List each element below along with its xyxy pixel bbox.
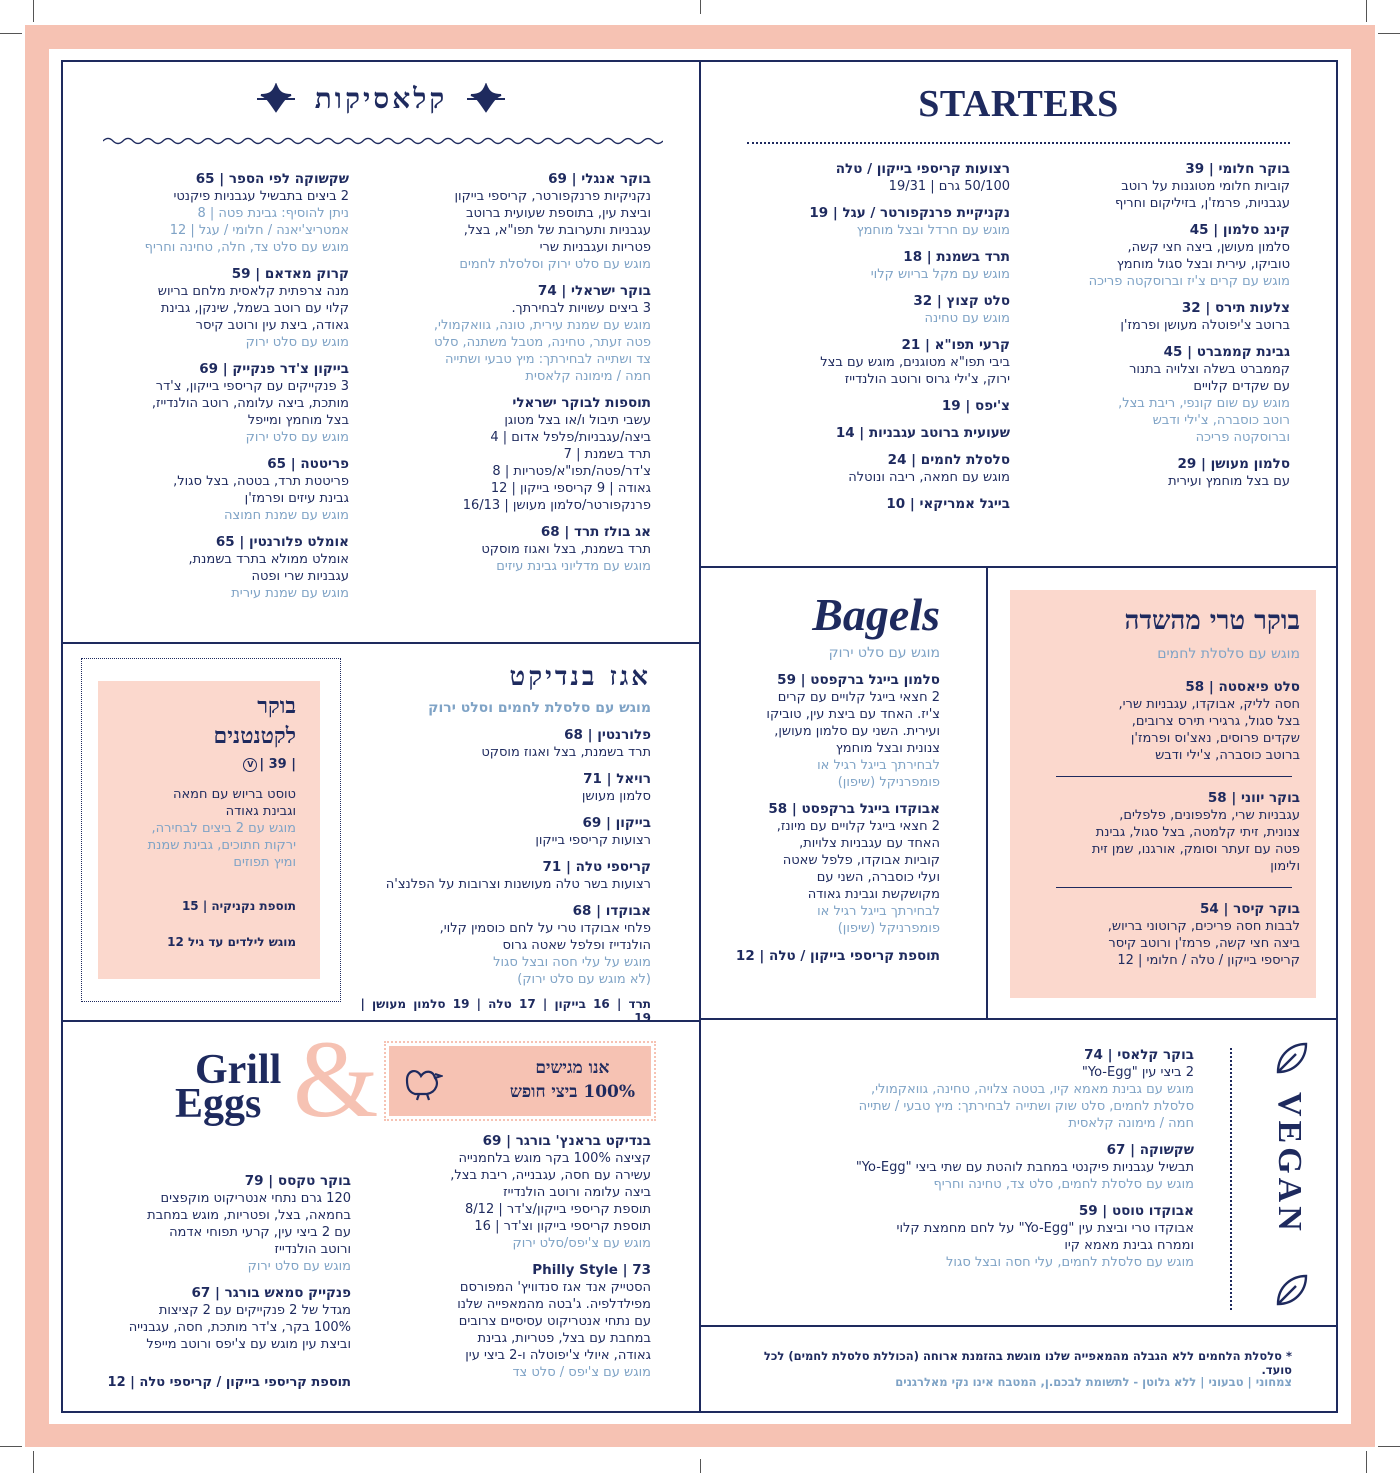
menu-item-served: מוגש עם צ'יפס/סלט ירוק	[512, 1236, 651, 1251]
menu-item-served: סלסלת לחמים, סלט שוק ושתייה לבחירתך: מיץ טבעי / שתייה	[858, 1099, 1194, 1114]
menu-item	[101, 1172, 351, 1275]
menu-item-title: בוקר קלאסי | 74	[1084, 1047, 1194, 1063]
classics-left-column	[109, 170, 349, 611]
menu-item-title: בוקר ישראלי | 74	[537, 283, 651, 299]
menu-item-desc: ולימון	[1270, 859, 1300, 874]
menu-item-served: מוגש עם שמנת חמוצה	[224, 508, 349, 523]
crop-mark	[1366, 1451, 1367, 1473]
menu-item-title: רויאל | 71	[583, 771, 651, 787]
menu-item-desc: תבשיל עגבניות פיקנטי במחבת לוהטת עם שתי ביצי "Yo-Egg"	[855, 1160, 1194, 1175]
menu-item-desc: קלוי עם רוטב בשמל, שינקן, גבינת	[160, 301, 349, 316]
starters-left-column	[770, 160, 1010, 522]
menu-item-served: רוטב כוסברה, צ'ילי ודבש	[1152, 413, 1290, 428]
menu-item-desc: עשבי תיבול ו/או בצל מטוגן	[504, 413, 651, 428]
menu-item-served: מוגש עם טחינה	[924, 311, 1010, 326]
menu-item-title: תוספות לבוקר ישראלי	[512, 395, 651, 411]
menu-item-desc: ברוטב כוסברה, צ'ילי ודבש	[1155, 748, 1300, 763]
menu-item-desc: פטה עם זעתר וסומק, אורגנו, שמן זית	[1091, 842, 1300, 857]
bagels-title: Bagels	[812, 589, 940, 640]
menu-item-title: פנקייק סמאש בורגר | 67	[191, 1285, 351, 1301]
menu-item-served: מוגש עם סלט צד, חלה, טחינה וחריף	[144, 240, 349, 255]
menu-item-served: מוגש עם סלט ירוק	[245, 430, 349, 445]
menu-item	[1040, 343, 1290, 446]
fresh-title: בוקר טרי מהשדה	[1124, 606, 1300, 636]
menu-item	[720, 671, 940, 791]
menu-item-desc: בצל מוחמץ ומייפל	[247, 413, 349, 428]
classics-title: קלאסיקות	[314, 82, 448, 115]
menu-item-desc: האחד עם עגבניות צלויות,	[799, 836, 940, 851]
menu-item-desc: במחבת עם בצל, פטריות, גבינת	[477, 1331, 651, 1346]
menu-item	[109, 265, 349, 351]
menu-item	[770, 160, 1010, 195]
menu-item-desc: קממברט בשלה וצלויה בתנור	[1129, 362, 1290, 377]
menu-item	[109, 170, 349, 256]
menu-item-served: מוגש עם קרים צ'יז וברוסקטה פריכה	[1088, 274, 1290, 289]
menu-item	[1040, 299, 1290, 334]
grill-section	[61, 1020, 701, 1413]
crop-mark	[1378, 33, 1400, 34]
dotted-divider	[747, 142, 1290, 144]
line: מוגש עם 2 ביצים לבחירה,	[151, 821, 296, 836]
menu-item-desc: הסטייק אנד אגז סנדוויץ' המפורסם	[459, 1280, 651, 1295]
menu-item-title: אבוקדו | 68	[572, 903, 651, 919]
menu-item-desc: מותכת, ביצה עלומה, רוטב הולנדייז,	[151, 396, 349, 411]
menu-item-served: מוגש עם סלט ירוק	[247, 1259, 351, 1274]
menu-item	[770, 204, 1010, 239]
menu-item-desc: פלחי אבוקדו טרי על לחם כוסמין קלוי,	[439, 921, 651, 936]
menu-item-desc: 3 ביצים עשויות לבחירתך.	[511, 301, 651, 316]
crop-mark	[700, 1459, 701, 1473]
benedict-subtitle: מוגש עם סלסלת לחמים וסלט ירוק	[428, 700, 651, 716]
menu-item-served: צד ושתייה לבחירתך: מיץ טבעי ושתייה	[445, 352, 651, 367]
menu-item-title: אג בולז תרד | 68	[540, 524, 651, 540]
menu-item-desc: וממרח גבינת מאמא קיו	[1064, 1238, 1194, 1253]
crop-mark	[1378, 1446, 1400, 1447]
menu-item-desc: אומלט ממולא בתרד בשמנת,	[188, 552, 349, 567]
crop-mark	[0, 33, 22, 34]
menu-item	[1020, 789, 1300, 875]
starters-right-column	[1040, 160, 1290, 499]
menu-item-desc: וביצת עין, בתוספת שעועית ברוטב	[466, 206, 651, 221]
kids-lines	[112, 786, 296, 820]
menu-item-desc: קריספי בייקון / טלה / חלומי | 12	[1117, 953, 1300, 968]
grill-title-2: Eggs	[175, 1081, 262, 1127]
menu-item-title: קרעי תפו"א | 21	[901, 337, 1010, 353]
kids-pink-panel	[98, 681, 320, 979]
free-range-badge	[389, 1046, 651, 1116]
menu-item	[401, 1261, 651, 1381]
menu-item-title: בייקון צ'דר פנקייק | 69	[199, 361, 349, 377]
menu-item-desc: ורוטב הולנדייז	[274, 1242, 351, 1257]
menu-item-title: בוקר יווני | 58	[1207, 790, 1300, 806]
menu-item	[109, 360, 349, 446]
menu-item-desc: שקדים פרוסים, נאצ'וס ופרמז'ן	[1130, 731, 1300, 746]
menu-item-desc: עגבניות שרי, מלפפונים, פלפלים,	[1119, 808, 1300, 823]
menu-item-title: בוקר חלומי | 39	[1185, 161, 1290, 177]
benedict-section	[61, 642, 701, 1025]
menu-item-served: חמה / מימונה קלאסית	[1068, 1116, 1194, 1131]
kids-served	[112, 820, 296, 871]
menu-item-desc: בחמאה, בצל, ופטריות, מוגש במחבת	[147, 1208, 351, 1223]
menu-item	[764, 1202, 1194, 1271]
menu-item-served: מוגש עם שום קונפי, ריבת בצל,	[1118, 396, 1290, 411]
menu-item-desc: ביצה חצי קשה, פרמז'ן ורוטב קיסר	[1108, 936, 1300, 951]
menu-item-served: לבחירתך בייגל רגיל או	[817, 904, 940, 919]
menu-item-title: אומלט פלורנטין | 65	[215, 534, 349, 550]
fresh-pink-panel	[1010, 590, 1316, 998]
menu-item-desc: ירוק, צ'ילי גרוס ורוטב הולנדייז	[844, 372, 1010, 387]
kids-age: מוגש לילדים עד גיל 12	[167, 935, 296, 949]
menu-item-title: בוקר קיסר | 54	[1200, 901, 1300, 917]
menu-item-desc: תרד בשמנת | 7	[563, 447, 651, 462]
menu-item	[109, 455, 349, 524]
menu-item-desc: רצועות בשר טלה מעושנות וצרובות על הפלנצ'ה	[385, 877, 651, 892]
menu-item-desc: 100% בקר, צ'דר מותכת, חסה, עגבנייה	[128, 1320, 351, 1335]
menu-item	[401, 523, 651, 575]
menu-item-desc: מוגש עם חמאה, ריבה ונוטלה	[848, 470, 1010, 485]
badge-line-1: אנו מגישים	[535, 1058, 610, 1078]
vegan-items	[764, 1046, 1194, 1280]
menu-item-desc: גאודה, ביצת עין ורוטב קיסר	[195, 318, 349, 333]
menu-item-title: תרד בשמנת | 18	[903, 249, 1010, 265]
menu-item-desc: מפילדלפיה. ג'בטה מהמאפייה שלנו	[457, 1297, 651, 1312]
menu-item	[770, 397, 1010, 415]
line: וגבינת גאודה	[225, 804, 296, 819]
menu-item-desc: עם 2 ביצי עין, קרעי תפוחי אדמה	[169, 1225, 351, 1240]
fleur-icon	[255, 83, 297, 115]
menu-item-desc: 50/100 גרם | 19/31	[888, 179, 1010, 194]
menu-item-desc: צנונית, זיתי קלמטה, בצל סגול, גבינת	[1095, 825, 1300, 840]
crop-mark	[0, 1446, 22, 1447]
menu-item-desc: אבוקדו טרי וביצת עין "Yo-Egg" על לחם מחמצת קלוי	[896, 1221, 1194, 1236]
menu-item-desc: 2 חצאי בייגל קלויים עם קרים	[777, 690, 940, 705]
item-divider	[1056, 887, 1292, 888]
menu-item-served: מוגש עם צ'יפס / סלט צד	[512, 1365, 651, 1380]
line: טוסט בריוש עם חמאה	[172, 787, 296, 802]
menu-item-desc: וביצת עין מוגש עם צ'יפס ורוטב מייפל	[146, 1337, 351, 1352]
menu-item-desc: עם בצל מוחמץ ועירית	[1168, 474, 1290, 489]
menu-item-title: קרוק מאדאם | 59	[231, 266, 349, 282]
menu-item-desc: מנה צרפתית קלאסית מלחם בריוש	[157, 284, 349, 299]
menu-item	[770, 292, 1010, 327]
menu-item	[351, 902, 651, 988]
menu-item-served: מוגש עם מקל בריוש קלוי	[870, 267, 1010, 282]
menu-item-desc: קציצה 100% בקר מוגש בלחמנייה	[458, 1151, 651, 1166]
starters-section	[699, 60, 1338, 568]
menu-item-title: אבוקדו בייגל ברקפסט | 58	[768, 801, 940, 817]
menu-item	[401, 394, 651, 514]
vegan-badge	[1268, 1040, 1318, 1310]
menu-item	[109, 533, 349, 602]
menu-item-desc: 2 ביצים בתבשיל עגבניות פיקנטי	[173, 189, 349, 204]
menu-item	[764, 1046, 1194, 1132]
menu-item-served: מוגש עם סלסלת לחמים, סלט צד, טחינה וחריף	[933, 1177, 1194, 1192]
menu-item	[401, 1132, 651, 1252]
menu-item-desc: עם נתחי אנטריקוט עסיסיים צרובים	[458, 1314, 651, 1329]
menu-item-title: שעועית ברוטב עגבניות | 14	[835, 425, 1010, 441]
kids-box	[81, 658, 341, 1002]
menu-item	[351, 770, 651, 805]
kids-extra: תוספת נקניקיה | 15	[181, 899, 296, 913]
menu-item-desc: חסה לליק, אבוקדו, עגבניות שרי,	[1118, 697, 1300, 712]
menu-item-title: בייגל אמריקאי | 10	[886, 496, 1010, 512]
menu-item-desc: עגבניות ותערובת של תפו"א, בצל,	[463, 223, 651, 238]
menu-item-title: סלט קצוץ | 32	[913, 293, 1010, 309]
menu-item-desc: עשירה עם חסה, עגבנייה, ריבת בצל,	[450, 1168, 651, 1183]
menu-item	[770, 495, 1010, 513]
benedict-items	[351, 726, 651, 988]
menu-item-title: סלמון בייגל ברקפסט | 59	[777, 672, 940, 688]
menu-item-desc: נקניקיות פרנקפורטר, קריספי בייקון	[454, 189, 651, 204]
menu-item-desc: סלמון מעושן	[581, 789, 651, 804]
menu-item-desc: פריטטת תרד, בטטה, בצל סגול,	[173, 474, 349, 489]
menu-item-served: מוגש על עלי חסה ובצל סגול	[493, 955, 651, 970]
menu-item-served: וברוסקטה פריכה	[1195, 430, 1290, 445]
menu-item	[1040, 221, 1290, 290]
leaf-icon	[1274, 1272, 1310, 1308]
menu-item-desc: ביבי תפו"א מטוגנים, מוגש עם בצל	[820, 355, 1010, 370]
kids-title-2: לקטנטנים	[213, 723, 296, 749]
menu-item-served: מוגש עם גבינת מאמא קיו, בטטה צלויה, טחינה, גוואקמולי,	[871, 1082, 1194, 1097]
menu-item-desc: תוספת קריספי בייקון וצ'דר | 16	[474, 1219, 651, 1234]
grill-extra: תוספת קריספי בייקון / קריספי טלה | 12	[107, 1375, 351, 1390]
menu-item-served: מוגש עם שמנת עירית, טונה, גוואקמולי,	[433, 318, 651, 333]
menu-item-served: מוגש עם שמנת עירית	[231, 586, 349, 601]
menu-item-title: פלורנטין | 68	[564, 727, 651, 743]
menu-item	[1040, 455, 1290, 490]
menu-item-served: מוגש עם סלסלת לחמים, עלי חסה ובצל סגול	[946, 1255, 1194, 1270]
menu-item	[401, 282, 651, 385]
benedict-title: אגז בנדיקט	[509, 662, 651, 692]
menu-item	[770, 451, 1010, 486]
menu-item-desc: לבבות חסה פריכים, קרוטוני בריוש,	[1107, 919, 1300, 934]
line: ומיץ תפוזים	[233, 855, 296, 870]
crop-mark	[33, 1451, 34, 1473]
menu-item-desc: 2 ביצי עין "Yo-Egg"	[1081, 1065, 1194, 1080]
menu-item-desc: צנונית ובצל מוחמץ	[835, 741, 940, 756]
line: ירקות חתוכים, גבינת שמנת	[147, 838, 296, 853]
menu-item-desc: מקושקשת וגבינת גאודה	[807, 887, 940, 902]
crop-mark	[1366, 0, 1367, 22]
menu-item-title: קריספי טלה | 71	[542, 859, 651, 875]
menu-item-desc: רצועות קריספי בייקון	[535, 833, 651, 848]
menu-item-title: צלעות תירס | 32	[1181, 300, 1290, 316]
crop-mark	[700, 0, 701, 14]
menu-item-desc: ועירית. השני עם סלמון מעושן,	[774, 724, 940, 739]
menu-item-desc: קוביות אבוקדו, פלפל שאטה	[782, 853, 940, 868]
bagels-subtitle: מוגש עם סלט ירוק	[828, 645, 940, 661]
vegetarian-icon: V	[243, 758, 257, 772]
bagels-section	[699, 566, 988, 1020]
classics-right-column	[401, 170, 651, 584]
starters-title: STARTERS	[918, 83, 1119, 125]
menu-item-desc: צ'דר/פטה/תפו"א/פטריות | 8	[492, 464, 651, 479]
menu-item-served: מוגש עם סלט ירוק	[245, 335, 349, 350]
footer-legend: צמחוני | טבעוני | ללא גלוטן - לתשומת לבכם.ן, המטבח אינו נקי מאלרגנים	[895, 1375, 1292, 1389]
menu-item-title: אבוקדו טוסט | 59	[1078, 1203, 1194, 1219]
menu-item-title: בייקון | 69	[582, 815, 651, 831]
menu-item-desc: עגבניות, פרמז'ן, בזיליקום וחריף	[1115, 196, 1290, 211]
menu-item-served: מוגש עם סלט ירוק וסלסלת לחמים	[459, 257, 651, 272]
menu-item-title: פריטטה | 65	[267, 456, 349, 472]
menu-item	[770, 248, 1010, 283]
hen-icon	[399, 1060, 443, 1102]
menu-item-served: ניתן להוסיף: גבינת פטה | 8	[197, 206, 349, 221]
menu-item-title: בוקר אנגלי | 69	[548, 171, 651, 187]
vegan-dotted-line	[1230, 1048, 1232, 1310]
menu-item-desc: מגדל של 2 פנקייקים עם 2 קציצות	[158, 1303, 351, 1318]
kids-title-1: בוקר	[257, 693, 296, 719]
menu-item-desc: עם שקדים קלויים	[1193, 379, 1290, 394]
badge-line-2: 100% ביצי חופש	[509, 1082, 635, 1102]
menu-item-served: פומפרניקל (שיפון)	[837, 775, 940, 790]
menu-item-desc: צ'יז. האחד עם ביצת עין, טוביקו	[766, 707, 940, 722]
menu-item-title: Philly Style | 73	[532, 1262, 651, 1278]
fleur-icon	[465, 83, 507, 115]
menu-item-title: קינג סלמון | 45	[1189, 222, 1290, 238]
fresh-items	[1020, 678, 1300, 969]
menu-item-title: בוקר טקסס | 79	[244, 1173, 351, 1189]
menu-item-title: רצועות קריספי בייקון / טלה	[835, 161, 1010, 177]
menu-item-served: פומפרניקל (שיפון)	[837, 921, 940, 936]
menu-item-title: גבינת קממברט | 45	[1163, 344, 1290, 360]
menu-item	[351, 814, 651, 849]
menu-item	[770, 424, 1010, 442]
menu-item-desc: קוביות חלומי מטוגנות על רוטב	[1121, 179, 1290, 194]
menu-item-served: אמטריצ'יאנה / חלומי / עגל | 12	[169, 223, 349, 238]
menu-item-desc: ביצה/עגבניות/פלפל אדום | 4	[490, 430, 651, 445]
menu-item-desc: טוביקו, עירית ובצל סגול מוחמץ	[1116, 257, 1290, 272]
menu-item-desc: ברוטב צ'יפוטלה מעושן ופרמז'ן	[1120, 318, 1290, 333]
menu-item-served: מוגש עם מדליוני גבינת עיזים	[496, 559, 651, 574]
item-divider	[1056, 776, 1292, 777]
menu-item	[101, 1284, 351, 1353]
menu-item	[1020, 900, 1300, 969]
leaf-icon	[1274, 1040, 1310, 1076]
footer-section	[699, 1325, 1338, 1413]
menu-item-desc: ועלי כוסברה, השני עם	[816, 870, 940, 885]
vegan-section	[699, 1018, 1338, 1327]
vegan-title: VEGAN	[1271, 1092, 1308, 1235]
menu-item-served: פטה זעתר, טחינה, מטבל משתנה, סלט	[434, 335, 651, 350]
menu-item-desc: בצל סגול, גרגירי תירס צרובים,	[1131, 714, 1300, 729]
footer-note: * סלסלת הלחמים ללא הגבלה מהמאפייה שלנו מוגשת בהזמנת ארוחה (הכוללת סלסלת לחמים) לכל סועד.	[763, 1349, 1292, 1377]
menu-item-desc: תוספת קריספי בייקון/צ'דר | 8/12	[465, 1202, 651, 1217]
menu-item-desc: עגבניות שרי ופטה	[251, 569, 349, 584]
menu-item-desc: פרנקפורטר/סלמון מעושן | 16/13	[462, 498, 651, 513]
menu-item	[351, 726, 651, 761]
grill-logo	[175, 1018, 379, 1142]
menu-item-desc: הולנדייז ופלפל שאטה גרוס	[502, 938, 651, 953]
fresh-section	[986, 566, 1338, 1020]
benedict-extras: תרד | 16 בייקון | 17 טלה | 19 סלמון מעושן | 19	[360, 997, 651, 1025]
menu-item	[764, 1141, 1194, 1193]
ampersand: &	[293, 1018, 379, 1140]
menu-item-title: סלט פיאסטה | 58	[1185, 679, 1300, 695]
menu-item-title: סלמון מעושן | 29	[1177, 456, 1290, 472]
menu-item-title: סלסלת לחמים | 24	[887, 452, 1010, 468]
menu-item-served: חמה / מימונה קלאסית	[525, 369, 651, 384]
menu-item-desc: ביצה עלומה ורוטב הולנדייז	[503, 1185, 651, 1200]
classics-section	[61, 60, 701, 644]
grill-left-column	[101, 1172, 351, 1362]
menu-item-desc: תרד בשמנת, בצל ואגוז מוסקט	[481, 542, 651, 557]
menu-item	[401, 170, 651, 273]
menu-item-served: מוגש עם חרדל ובצל מוחמץ	[856, 223, 1010, 238]
menu-item-title: בנדיקט בראנץ' בורגר | 69	[482, 1133, 651, 1149]
crop-mark	[33, 0, 34, 22]
menu-item-desc: תרד בשמנת, בצל ואגוז מוסקט	[481, 745, 651, 760]
menu-item-desc: 120 גרם נתחי אנטריקוט מוקפצים	[160, 1191, 351, 1206]
bagels-items	[720, 671, 940, 937]
menu-item-desc: 3 פנקייקים עם קריספי בייקון, צ'דר	[155, 379, 349, 394]
menu-item-desc: גאודה | 9 קריספי בייקון | 12	[490, 481, 651, 496]
menu-item	[720, 800, 940, 937]
menu-item-desc: 2 חצאי בייגל קלויים עם מיונז,	[776, 819, 940, 834]
menu-item	[770, 336, 1010, 388]
menu-item-served: לבחירתך בייגל רגיל או	[817, 758, 940, 773]
menu-item-title: צ'יפס | 19	[941, 398, 1010, 414]
menu-item-served: (לא מוגש עם סלט ירוק)	[517, 972, 651, 987]
menu-item-desc: גבינת עיזים ופרמז'ן	[244, 491, 349, 506]
kids-price: | 39 |	[259, 757, 296, 772]
menu-item-desc: פטריות ועגבניות שרי	[539, 240, 651, 255]
menu-item-title: שקשוקה | 67	[1106, 1142, 1194, 1158]
wavy-divider	[103, 136, 663, 146]
fresh-subtitle: מוגש עם סלסלת לחמים	[1157, 646, 1300, 662]
menu-item	[1040, 160, 1290, 212]
menu-item	[351, 858, 651, 893]
grill-right-column	[401, 1132, 651, 1390]
grill-title-1: Grill	[195, 1047, 282, 1093]
menu-item-desc: סלמון מעושן, ביצה חצי קשה,	[1127, 240, 1290, 255]
menu-item-title: נקניקיית פרנקפורטר / עגל | 19	[809, 205, 1010, 221]
menu-item-desc: גאודה, איולי צ'יפוטלה ו-2 ביצי עין	[465, 1348, 651, 1363]
menu-item-title: שקשוקה לפי הספר | 65	[195, 171, 349, 187]
menu-item	[1020, 678, 1300, 764]
bagels-extra: תוספת קריספי בייקון / טלה | 12	[735, 948, 940, 964]
